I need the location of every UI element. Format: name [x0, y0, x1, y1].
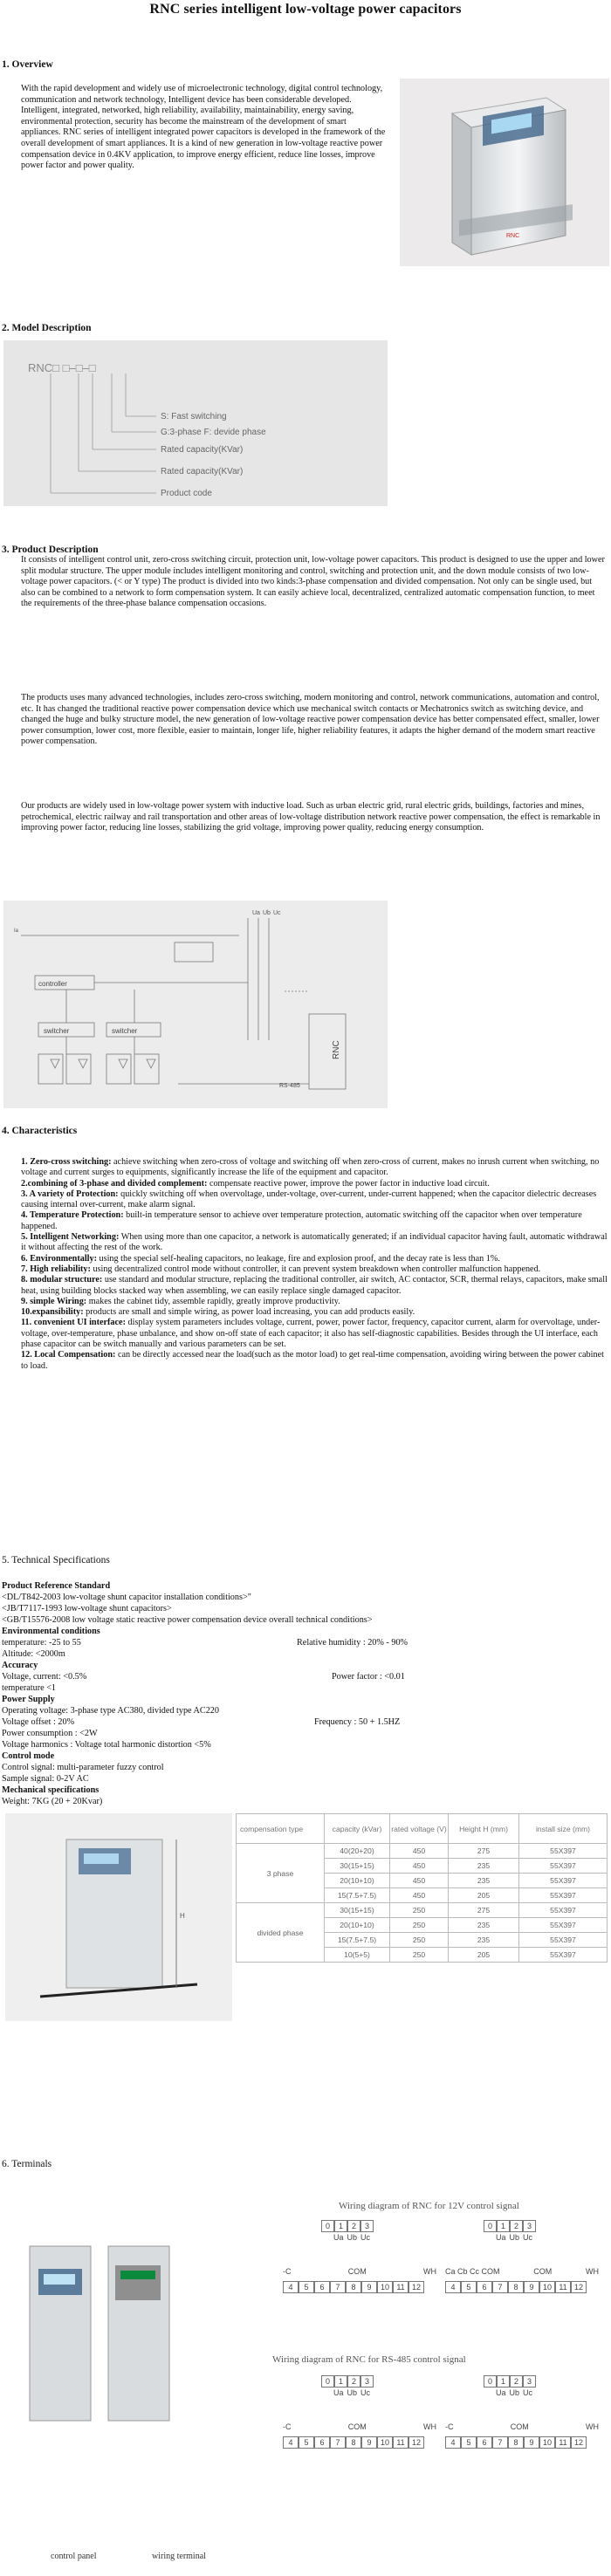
terminal-label: Ua: [496, 2388, 506, 2397]
terminal-top-row: [484, 2375, 536, 2388]
table-cell: 250: [390, 1948, 449, 1963]
circuit-diagram: [3, 901, 388, 1108]
capacitor-product-image: [400, 79, 609, 266]
terminal-cell: 5: [461, 2436, 477, 2449]
spec-std2: <JB/T7117-1993 low-voltage shunt capacitors>: [2, 1604, 172, 1613]
terminal-cell: 4: [283, 2436, 299, 2449]
terminals-heading: 6. Terminals: [2, 2159, 52, 2169]
characteristic-title: 1. Zero-cross switching:: [21, 1157, 112, 1167]
spec-alt: Altitude: <2000m: [2, 1649, 65, 1659]
terminal-photos: [12, 2234, 178, 2566]
table-cell: 15(7.5+7.5): [325, 1933, 390, 1948]
table-cell: 235: [449, 1933, 519, 1948]
table-cell: 450: [390, 1859, 449, 1874]
terminal-top-row: [321, 2220, 374, 2232]
terminal-label: Ub: [347, 2388, 358, 2397]
terminal-cell: 12: [571, 2436, 587, 2449]
terminal-mid-labels: [283, 2422, 436, 2431]
terminal-label: Ua: [333, 2388, 344, 2397]
dimension-drawing: [5, 1813, 232, 2021]
svg-text:H: H: [180, 1912, 185, 1920]
spec-prod-ref: Product Reference Standard: [2, 1581, 111, 1591]
characteristic-text: use standard and modular structure, replacing the traditional controller, air switch, AC contactor, SCR, thermal relays, capacitors, make small heat, using building blocks stacked way when assembling, we can easily replace single damaged capacitor.: [21, 1275, 608, 1296]
spec-volt-acc: Voltage, current: <0.5%: [2, 1672, 87, 1682]
terminal-label: Ub: [509, 2388, 520, 2397]
terminal-cell: 10: [377, 2436, 393, 2449]
table-cell: 30(15+15): [325, 1903, 390, 1918]
terminal-cell: 12: [408, 2281, 424, 2293]
spec-harm: Voltage harmonics : Voltage total harmonic distortion <5%: [2, 1740, 211, 1750]
diagram-switcher-2: switcher: [112, 1027, 138, 1035]
model-label-1: S: Fast switching: [161, 412, 227, 421]
terminal-bottom-row: [445, 2281, 587, 2293]
characteristic-text: products are small and simple wiring, as power load increasing, you can add products easily.: [83, 1307, 415, 1318]
spec-weight: Weight: 7KG (20 + 20Kvar): [2, 1797, 103, 1806]
table-cell: 235: [449, 1874, 519, 1888]
page-title: RNC series intelligent low-voltage power capacitors: [149, 2, 462, 17]
terminal-cell: 1: [497, 2375, 510, 2388]
terminal-cell: 1: [497, 2220, 510, 2232]
characteristic-title: 9. simple Wiring:: [21, 1296, 87, 1306]
terminal-cell: 11: [393, 2281, 408, 2293]
spec-std1: <DL/T842-2003 low-voltage shunt capacitor installation conditions>": [2, 1593, 251, 1602]
diagram-controller: controller: [38, 980, 67, 988]
terminal-bottom-row: [445, 2436, 587, 2449]
spec-freq: Frequency : 50 + 1.5HZ: [314, 1717, 401, 1727]
table-cell: 450: [390, 1844, 449, 1859]
terminal-cell: 3: [360, 2220, 374, 2232]
table-cell: 275: [449, 1903, 519, 1918]
table-cell: 20(10+10): [325, 1918, 390, 1933]
terminal-block: [281, 2220, 438, 2325]
characteristic-text: can be directly accessed near the load(such as the motor load) to get real-time compensation, avoiding wiring between the power cabinet to load.: [21, 1350, 604, 1371]
characteristic-item-7: [21, 1264, 608, 1275]
table-cell-type: divided phase: [237, 1903, 325, 1963]
terminal-cell: 10: [539, 2281, 555, 2293]
characteristic-title: 3. A variety of Protection:: [21, 1189, 119, 1199]
spec-humid: Relative humidity : 20% - 90%: [297, 1638, 408, 1648]
terminal-cell: 12: [571, 2281, 587, 2293]
spec-table: [236, 1813, 608, 1963]
terminal-top-row: [321, 2375, 374, 2388]
spec-std3: <GB/T15576-2008 low voltage static reactive power compensation device overall technical conditions>: [2, 1615, 373, 1625]
diagram-ub: Ub: [263, 910, 271, 916]
terminal-top-row: [484, 2220, 536, 2232]
terminal-cell: 5: [299, 2281, 314, 2293]
terminal-c-label: Ca Cb Cc COM: [445, 2267, 500, 2276]
terminal-label: Uc: [523, 2233, 533, 2242]
terminal-cell: 9: [524, 2436, 539, 2449]
table-cell: 55X397: [519, 1888, 608, 1903]
terminal-top-labels: [333, 2388, 370, 2397]
terminal-cell: 3: [523, 2220, 536, 2232]
spec-pf-acc: Power factor : <0.01: [332, 1672, 405, 1682]
terminal-cell: 5: [461, 2281, 477, 2293]
terminal-cell: 0: [321, 2220, 334, 2232]
model-label-4: Rated capacity(KVar): [161, 467, 244, 476]
terminal-cell: 6: [314, 2281, 330, 2293]
characteristic-item-5: [21, 1232, 608, 1254]
terminal-com-label: COM: [533, 2267, 553, 2276]
table-header-height: Height H (mm): [449, 1814, 519, 1844]
terminal-cell: 5: [299, 2436, 314, 2449]
terminal-wh-label: WH: [585, 2267, 599, 2276]
table-cell: 250: [390, 1933, 449, 1948]
terminal-wh-label: WH: [586, 2422, 599, 2431]
terminal-cell: 6: [314, 2436, 330, 2449]
terminal-cell: 7: [492, 2436, 508, 2449]
characteristics-heading: 4. Characteristics: [2, 1126, 78, 1136]
table-header-type: compensation type: [237, 1814, 325, 1844]
characteristic-item-8: [21, 1275, 608, 1297]
table-cell: 450: [390, 1874, 449, 1888]
table-cell: 450: [390, 1888, 449, 1903]
terminal-cell: 10: [539, 2436, 555, 2449]
table-cell: 235: [449, 1918, 519, 1933]
terminal-bottom-row: [283, 2436, 424, 2449]
characteristic-title: 6. Environmentally:: [21, 1253, 97, 1264]
terminal-label: Ub: [347, 2233, 358, 2242]
terminal-bottom-row: [283, 2281, 424, 2293]
characteristic-item-9: [21, 1297, 608, 1307]
terminal-com-label: COM: [347, 2267, 367, 2276]
terminal-cell: 2: [347, 2220, 360, 2232]
overview-heading: 1. Overview: [2, 59, 53, 70]
terminal-cell: 2: [510, 2220, 523, 2232]
terminal-cell: 8: [508, 2436, 524, 2449]
table-cell: 55X397: [519, 1844, 608, 1859]
characteristic-title: 4. Temperature Protection:: [21, 1210, 124, 1221]
characteristic-title: 12. Local Compensation:: [21, 1350, 116, 1360]
characteristic-item-10: [21, 1307, 608, 1318]
table-cell: 10(5+5): [325, 1948, 390, 1963]
product-desc-para3: Our products are widely used in low-voltage power system with inductive load. Such as urban electric grid, rural electric grids, buildings, factories and mines, petrochemical, electric railway and rail transportation and other areas of low-voltage distribution network reactive power compensation, the effect is remarkable in improving power factor, reducing line losses, stabilizing the grid voltage, improving power quality, reducing energy consumption.: [21, 801, 601, 833]
product-photo-frame: [400, 79, 609, 266]
table-cell: 235: [449, 1859, 519, 1874]
terminal-top-labels: [496, 2233, 532, 2242]
characteristics-list: [21, 1157, 608, 1372]
terminal-wh-label: WH: [423, 2422, 436, 2431]
terminal-cell: 2: [347, 2375, 360, 2388]
terminal-cell: 9: [361, 2281, 377, 2293]
characteristic-item-12: [21, 1350, 608, 1372]
spec-mech: Mechanical specifications: [2, 1785, 100, 1795]
table-cell: 205: [449, 1948, 519, 1963]
terminal-cell: 10: [377, 2281, 393, 2293]
specs-heading: 5. Technical Specifications: [2, 1555, 110, 1565]
terminal-c-label: -C: [445, 2422, 454, 2431]
characteristic-text: using decentralized control mode without controller, it can prevent system breakdown when controller malfunction happened.: [90, 1264, 541, 1274]
terminal-cell: 0: [484, 2220, 497, 2232]
wiring-diagram-title-rs485: Wiring diagram of RNC for RS-485 control signal: [272, 2354, 466, 2365]
wiring-diagram-title-12v: Wiring diagram of RNC for 12V control signal: [339, 2201, 519, 2211]
terminal-cell: 12: [408, 2436, 424, 2449]
terminal-cell: 4: [445, 2281, 461, 2293]
terminal-cell: 4: [283, 2281, 299, 2293]
characteristic-text: compensate reactive power, improve the power factor in inductive load circuit.: [207, 1178, 490, 1189]
terminal-cell: 1: [334, 2375, 347, 2388]
characteristic-text: built-in temperature sensor to achieve over temperature protection, automatic switching off the capacitor when over temperature happened.: [21, 1210, 582, 1231]
characteristic-title: 11. convenient UI interface:: [21, 1318, 126, 1328]
table-cell: 55X397: [519, 1874, 608, 1888]
table-cell: 250: [390, 1918, 449, 1933]
product-logo: RNC: [506, 233, 520, 239]
spec-env: Environmental conditions: [2, 1627, 100, 1636]
diagram-ua: Ua: [252, 910, 260, 916]
table-cell: 55X397: [519, 1903, 608, 1918]
characteristic-text: When using more than one capacitor, a network is automatically generated; if an individual capacitor having fault, automatic withdrawal it without affecting the rest of the work.: [21, 1232, 608, 1253]
terminal-label: Uc: [360, 2388, 371, 2397]
terminal-block: [443, 2375, 601, 2480]
characteristic-title: 8. modular structure:: [21, 1275, 103, 1285]
terminal-cell: 0: [321, 2375, 334, 2388]
terminal-cell: 6: [477, 2436, 492, 2449]
table-cell: 55X397: [519, 1859, 608, 1874]
terminal-top-labels: [333, 2233, 370, 2242]
terminal-cell: 7: [492, 2281, 508, 2293]
spec-ctrl: Control mode: [2, 1751, 55, 1761]
diagram-uc: Uc: [273, 910, 281, 916]
table-cell: 55X397: [519, 1918, 608, 1933]
terminal-wh-label: WH: [423, 2267, 436, 2276]
diagram-rnc: RNC: [332, 1040, 341, 1059]
terminal-block: [443, 2220, 601, 2325]
table-cell: 205: [449, 1888, 519, 1903]
characteristic-item-2: [21, 1179, 608, 1189]
product-desc-para2: The products uses many advanced technologies, includes zero-cross switching, modern monitoring and control, network communications, automation and control, etc. It has changed the traditional reactive power compensation device which use mechanical switch contacts or Mechatronics switch as switching device, and changed the huge and bulky structure model, the new generation of low-voltage reactive power compensation device has better compensated effect, smaller, lower power consumption, lower cost, more flexible, easier to maintain, longer life, higher reliability features, it adapts the higher demand of the modern smart reactive power compensation.: [21, 693, 600, 747]
product-desc-para1: It consists of intelligent control unit, zero-cross switching circuit, protection unit, low-voltage power capacitors. This product is designed to use the upper and lower split modular structure. The upper module includes intelligent monitoring and control, switching and protection unit, and the down module consists of two low-voltage power capacitors. (< or Y type) The product is divided into two kinds:3-phase compensation and divided compensation. Not only can be single used, but also can be combined to a network to form compensation system. It can easily achieve local, decentralized, centralized automatic compensation function, to meet the requirements of the three-phase balance compensation occasions.: [21, 555, 605, 609]
spec-sample: Sample signal: 0-2V AC: [2, 1774, 89, 1784]
diagram-rs485: RS-485: [279, 1083, 300, 1089]
table-row: [237, 1903, 608, 1918]
characteristic-title: 5. Intelligent Networking:: [21, 1232, 120, 1243]
caption-control-panel: control panel: [51, 2552, 97, 2561]
terminal-com-label: COM: [347, 2422, 367, 2431]
terminal-com-label: COM: [510, 2422, 529, 2431]
table-cell: 40(20+20): [325, 1844, 390, 1859]
terminal-c-label: -C: [283, 2267, 292, 2276]
spec-op-volt: Operating voltage: 3-phase type AC380, divided type AC220: [2, 1706, 219, 1716]
product-desc-heading: 3. Product Description: [2, 545, 99, 555]
characteristic-item-4: [21, 1210, 608, 1232]
terminal-cell: 9: [524, 2281, 539, 2293]
terminal-mid-labels: [445, 2267, 599, 2276]
characteristic-title: 10.expansibility:: [21, 1307, 84, 1318]
terminal-cell: 6: [477, 2281, 492, 2293]
model-heading: 2. Model Description: [2, 323, 92, 333]
characteristic-item-6: [21, 1254, 608, 1264]
characteristic-text: quickly switching off when overvoltage, under-voltage, over-current, under-current happened; when the capacitor dielectric decreases causing internal over-current, make alarm signal.: [21, 1189, 597, 1210]
spec-temp: temperature: -25 to 55: [2, 1638, 81, 1648]
table-row: [237, 1844, 608, 1859]
table-cell: 15(7.5+7.5): [325, 1888, 390, 1903]
terminal-cell: 7: [330, 2281, 346, 2293]
table-cell: 30(15+15): [325, 1859, 390, 1874]
terminal-cell: 0: [484, 2375, 497, 2388]
table-header-install: install size (mm): [519, 1814, 608, 1844]
overview-text: With the rapid development and widely use of microelectronic technology, digital control technology, communication and network technology, Intelligent device has been considerable developed. Intelligent, integrated, networked, high reliability, availability, maintainability, energy saving, environmental protection, security has become the mainstream of the development of smart appliances. RNC series of intelligent integrated power capacitors is developed in the framework of the overall development of smart appliances. It is a kind of new generation in low-voltage reactive power compensation device in 0.4KV application, to improve energy efficient, reduce line losses, improve power factor and power quality.: [21, 84, 386, 171]
terminal-label: Uc: [360, 2233, 371, 2242]
model-diagram: [3, 340, 388, 506]
spec-ctrl-sig: Control signal: multi-parameter fuzzy control: [2, 1763, 164, 1772]
terminal-label: Uc: [523, 2388, 533, 2397]
terminal-cell: 11: [555, 2281, 571, 2293]
terminal-cell: 8: [346, 2281, 361, 2293]
characteristic-title: 2.combining of 3-phase and divided complement:: [21, 1178, 208, 1189]
table-header-voltage: rated voltage (V): [390, 1814, 449, 1844]
table-cell-type: 3 phase: [237, 1844, 325, 1903]
terminal-cell: 9: [361, 2436, 377, 2449]
model-label-2: G:3-phase F: devide phase: [161, 428, 266, 437]
characteristic-text: using the special self-healing capacitors, no leakage, fire and explosion proof, and the decay rate is less than 1%.: [96, 1253, 500, 1264]
terminal-label: Ua: [333, 2233, 344, 2242]
terminal-label: Ub: [509, 2233, 520, 2242]
table-cell: 20(10+10): [325, 1874, 390, 1888]
characteristic-text: achieve switching when zero-cross of voltage and switching off when zero-cross of current, makes no inrush current when switching, no voltage and current surges to equipments, significantly increase the life of the equipment and capacitor.: [21, 1157, 600, 1178]
table-cell: 250: [390, 1903, 449, 1918]
diagram-switcher-1: switcher: [44, 1027, 70, 1035]
terminal-mid-labels: [283, 2267, 436, 2276]
model-label-5: Product code: [161, 489, 212, 498]
terminal-cell: 1: [334, 2220, 347, 2232]
terminal-cell: 11: [393, 2436, 408, 2449]
terminal-cell: 4: [445, 2436, 461, 2449]
terminal-c-label: -C: [283, 2422, 292, 2431]
spec-table-body: [237, 1844, 608, 1963]
terminal-cell: 8: [508, 2281, 524, 2293]
terminal-cell: 2: [510, 2375, 523, 2388]
model-label-3: Rated capacity(KVar): [161, 445, 244, 455]
characteristic-item-11: [21, 1318, 608, 1350]
characteristic-text: makes the cabinet tidy, assemble rapidly, greatly improve productivity.: [86, 1296, 340, 1306]
terminal-cell: 3: [360, 2375, 374, 2388]
terminal-cell: 3: [523, 2375, 536, 2388]
table-cell: 55X397: [519, 1933, 608, 1948]
terminal-mid-labels: [445, 2422, 599, 2431]
terminal-top-labels: [496, 2388, 532, 2397]
spec-volt-off: Voltage offset : 20%: [2, 1717, 75, 1727]
characteristic-title: 7. High reliability:: [21, 1264, 91, 1274]
spec-consump: Power consumption : <2W: [2, 1729, 98, 1738]
terminal-cell: 11: [555, 2436, 571, 2449]
table-cell: 275: [449, 1844, 519, 1859]
table-cell: 55X397: [519, 1948, 608, 1963]
characteristic-item-1: [21, 1157, 608, 1179]
diagram-ia: Ia: [14, 928, 19, 934]
terminal-block: [281, 2375, 438, 2480]
table-header-capacity: capacity (kVar): [325, 1814, 390, 1844]
spec-temp-acc: temperature <1: [2, 1683, 57, 1693]
terminal-cell: 8: [346, 2436, 361, 2449]
characteristic-text: display system parameters includes voltage, current, power, power factor, frequency, capacitor current, alarm for overvoltage, under-voltage, over-temperature, phase unbalance, and show on-off state of each capacitor; it also has self-diagnostic capabilities. Besides through the UI interface, each phase capacitor can be switch manually and various parameters can be set.: [21, 1318, 601, 1350]
caption-wiring-terminal: wiring terminal: [152, 2552, 206, 2561]
terminal-label: Ua: [496, 2233, 506, 2242]
terminal-cell: 7: [330, 2436, 346, 2449]
characteristic-item-3: [21, 1189, 608, 1211]
model-code: RNC□ □–□–□: [28, 361, 96, 374]
spec-power: Power Supply: [2, 1695, 55, 1704]
spec-acc: Accuracy: [2, 1661, 38, 1670]
